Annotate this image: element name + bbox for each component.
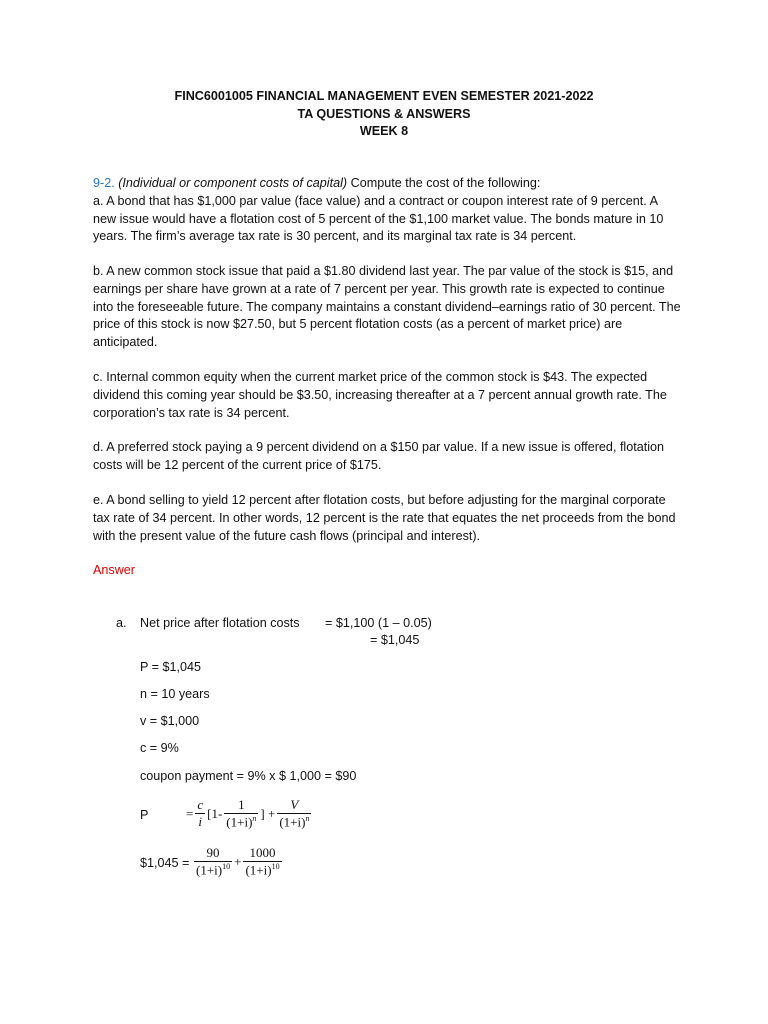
answer-a-marker: a. (116, 616, 127, 630)
calc-plus: + (234, 853, 242, 869)
question-part-b-block (93, 263, 683, 352)
calc-exponent: 10 (222, 862, 231, 871)
formula-bracket-open: [1- (207, 805, 223, 821)
course-title: FINC6001005 FINANCIAL MANAGEMENT EVEN SEMESTER 2021-2022 (174, 89, 594, 103)
question-intro (93, 175, 683, 246)
calc-coupon-fraction (194, 845, 232, 878)
calc-num-1000: 1000 (249, 845, 276, 860)
formula-c: c (197, 797, 204, 813)
formula-one: 1 (238, 797, 245, 812)
formula-denominator-2: $(1+i)^n$ (279, 814, 310, 830)
document-header (0, 88, 768, 141)
answer-label: Answer (93, 563, 135, 577)
net-price-result: = $1,045 (370, 633, 420, 647)
formula-face-value-fraction (277, 797, 311, 830)
question-part-d: d. A preferred stock paying a 9 percent dividend on a $150 par value. If a new issue is offered, flotation costs will be 12 percent of the current price of $175. (93, 440, 665, 472)
formula-bracket-close: ] + (260, 805, 276, 821)
question-part-c: c. Internal common equity when the current market price of the common stock is $43. The expected dividend this coming year should be $3.50, increasing thereafter at a 7 percent annual growth rate. The corporation’s tax rate is 34 percent. (93, 370, 667, 420)
formula-discount-fraction (224, 797, 258, 830)
formula-exponent-2: n (305, 814, 310, 823)
coupon-payment: coupon payment = 9% x $ 1,000 = $90 (140, 769, 357, 783)
formula-c-over-i (195, 797, 205, 830)
question-instruction: Compute the cost of the following: (347, 176, 541, 190)
net-price-label: Net price after flotation costs (140, 616, 300, 630)
formula-v: V (290, 797, 299, 812)
p-value: P = $1,045 (140, 660, 202, 674)
formula-i: i (195, 813, 205, 830)
question-part-b: b. A new common stock issue that paid a $1.80 dividend last year. The par value of the stock is $15, and earnings per share have grown at a rate of 7 percent per year. This growth rate is expected to continue into the foreseeable future. The company maintains a constant dividend–earnings ratio of 30 percent. The price of this stock is now $27.50, but 5 percent flotation costs (as a percent of market price) are anticipated. (93, 264, 681, 350)
calc-num-90: 90 (206, 845, 220, 860)
question-part-d-block (93, 439, 683, 475)
question-part-a: a. A bond that has $1,000 par value (face value) and a contract or coupon interest rate of 9 percent. A new issue would have a flotation cost of 5 percent of the $1,100 market value. The bonds mature in 10 years. The firm’s average tax rate is 30 percent, and its marginal tax rate is 34 percent. (93, 193, 664, 244)
c-value: c = 9% (140, 741, 179, 755)
v-value: v = $1,000 (140, 714, 200, 728)
question-part-c-block (93, 369, 683, 422)
doc-subtitle: TA QUESTIONS & ANSWERS (297, 106, 471, 121)
calc-lhs: $1,045 = (140, 856, 190, 870)
calc-face-fraction (243, 845, 281, 878)
calc-denominator-2: $(1+i)^{10}$ (245, 862, 280, 878)
week-label: WEEK 8 (359, 124, 409, 138)
calc-exponent-2: 10 (271, 862, 280, 871)
n-value: n = 10 years (140, 687, 210, 701)
formula-denominator: $(1+i)^n$ (226, 814, 257, 830)
formula-p-label: P (140, 808, 149, 822)
numeric-equation (192, 845, 284, 878)
question-part-e-block (93, 492, 683, 545)
formula-exponent: n (252, 814, 257, 823)
net-price-calc: = $1,100 (1 – 0.05) (325, 616, 432, 630)
formula-equals: = (186, 805, 194, 821)
question-part-e: e. A bond selling to yield 12 percent after flotation costs, but before adjusting for the marginal corporate tax rate of 34 percent. In other words, 12 percent is the rate that equates the net proceeds from the bond with the present value of the future cash flows (principal and interest). (93, 493, 676, 543)
question-topic: (Individual or component costs of capital) (118, 176, 348, 190)
question-number: 9-2. (93, 176, 115, 190)
bond-price-formula (186, 797, 313, 830)
calc-denominator: $(1+i)^{10}$ (196, 862, 231, 878)
